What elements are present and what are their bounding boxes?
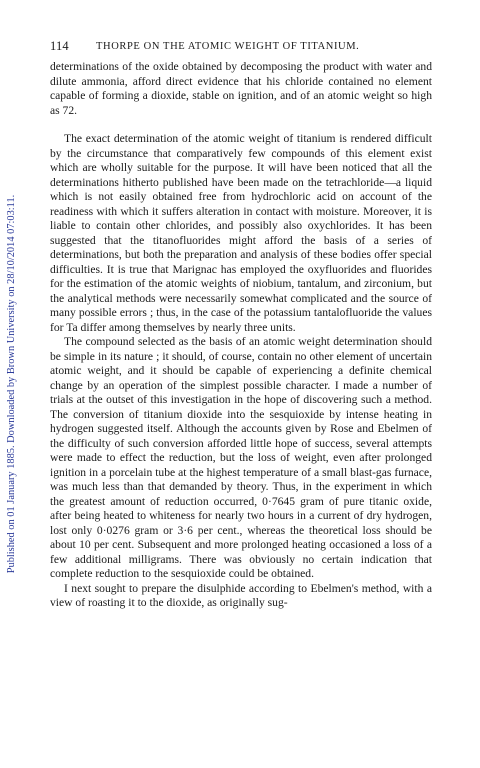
article-body bbox=[50, 60, 432, 611]
paragraph: The exact determination of the atomic weight of titanium is rendered difficult by the circumstance that comparatively few compounds of this element exist which are wholly suitable for the purpose. It will have been noticed that all the determinations hitherto published have been made on the tetrachloride—a liquid which is not easily obtained free from hydrochloric acid on account of the readiness with which it suffers alteration in contact with moisture. Moreover, it is liable to contain other chlorides, and possibly also oxychlorides. It has been suggested that the titanofluorides might afford the basis of a series of determinations, but both the preparation and analysis of these bodies offer special difficulties. It is true that Marignac has employed the oxyfluorides and fluorides for the estimation of the atomic weights of niobium, tantalum, and zirconium, but the analytical methods were necessarily somewhat complicated and the source of many possible errors ; thus, in the case of the potassium tantalofluoride the values for Ta differ among themselves by nearly three units. bbox=[50, 132, 432, 334]
page-number: 114 bbox=[50, 39, 69, 53]
paragraph-continuation: determinations of the oxide obtained by decomposing the product with water and dilute ammonia, afford direct evidence that his chloride contained no element capable of forming a dioxide, stable on ignition, and of an atomic weight so high as 72. bbox=[50, 60, 432, 117]
running-head: THORPE ON THE ATOMIC WEIGHT OF TITANIUM. bbox=[96, 41, 360, 52]
publication-watermark: Published on 01 January 1885. Downloaded by Brown University on 28/10/2014 07:03:11. bbox=[6, 194, 17, 574]
page-header bbox=[50, 38, 430, 54]
paragraph: The compound selected as the basis of an atomic weight determination should be simple in its nature ; it should, of course, contain no other element of uncertain atomic weight, and it should be capable of experiencing a definite chemical change by an operation of the simplest possible character. I made a number of trials at the outset of this investigation in the hope of discovering such a method. The conversion of titanium dioxide into the sesquioxide by intense heating in hydrogen suggested itself. Although the accounts given by Rose and Ebelmen of the difficulty of such conversion afforded little hope of success, several attempts were made to effect the reduction, but the loss of weight, even after prolonged ignition in a porcelain tube at the highest temperature of a small blast-gas furnace, was much less than that demanded by theory. Thus, in the experiment in which the greatest amount of reduction occurred, 0·7645 gram of pure titanic oxide, after being heated to whiteness for nearly two hours in a current of dry hydrogen, lost only 0·0276 gram or 3·6 per cent., whereas the theoretical loss should be about 10 per cent. Subsequent and more prolonged heating occasioned a loss of a few additional milligrams. There was obviously no certain indication that complete reduction to the sesquioxide could be obtained. bbox=[50, 335, 432, 580]
paragraph: I next sought to prepare the disulphide according to Ebelmen's method, with a view of roasting it to the dioxide, as originally sug- bbox=[50, 581, 432, 609]
